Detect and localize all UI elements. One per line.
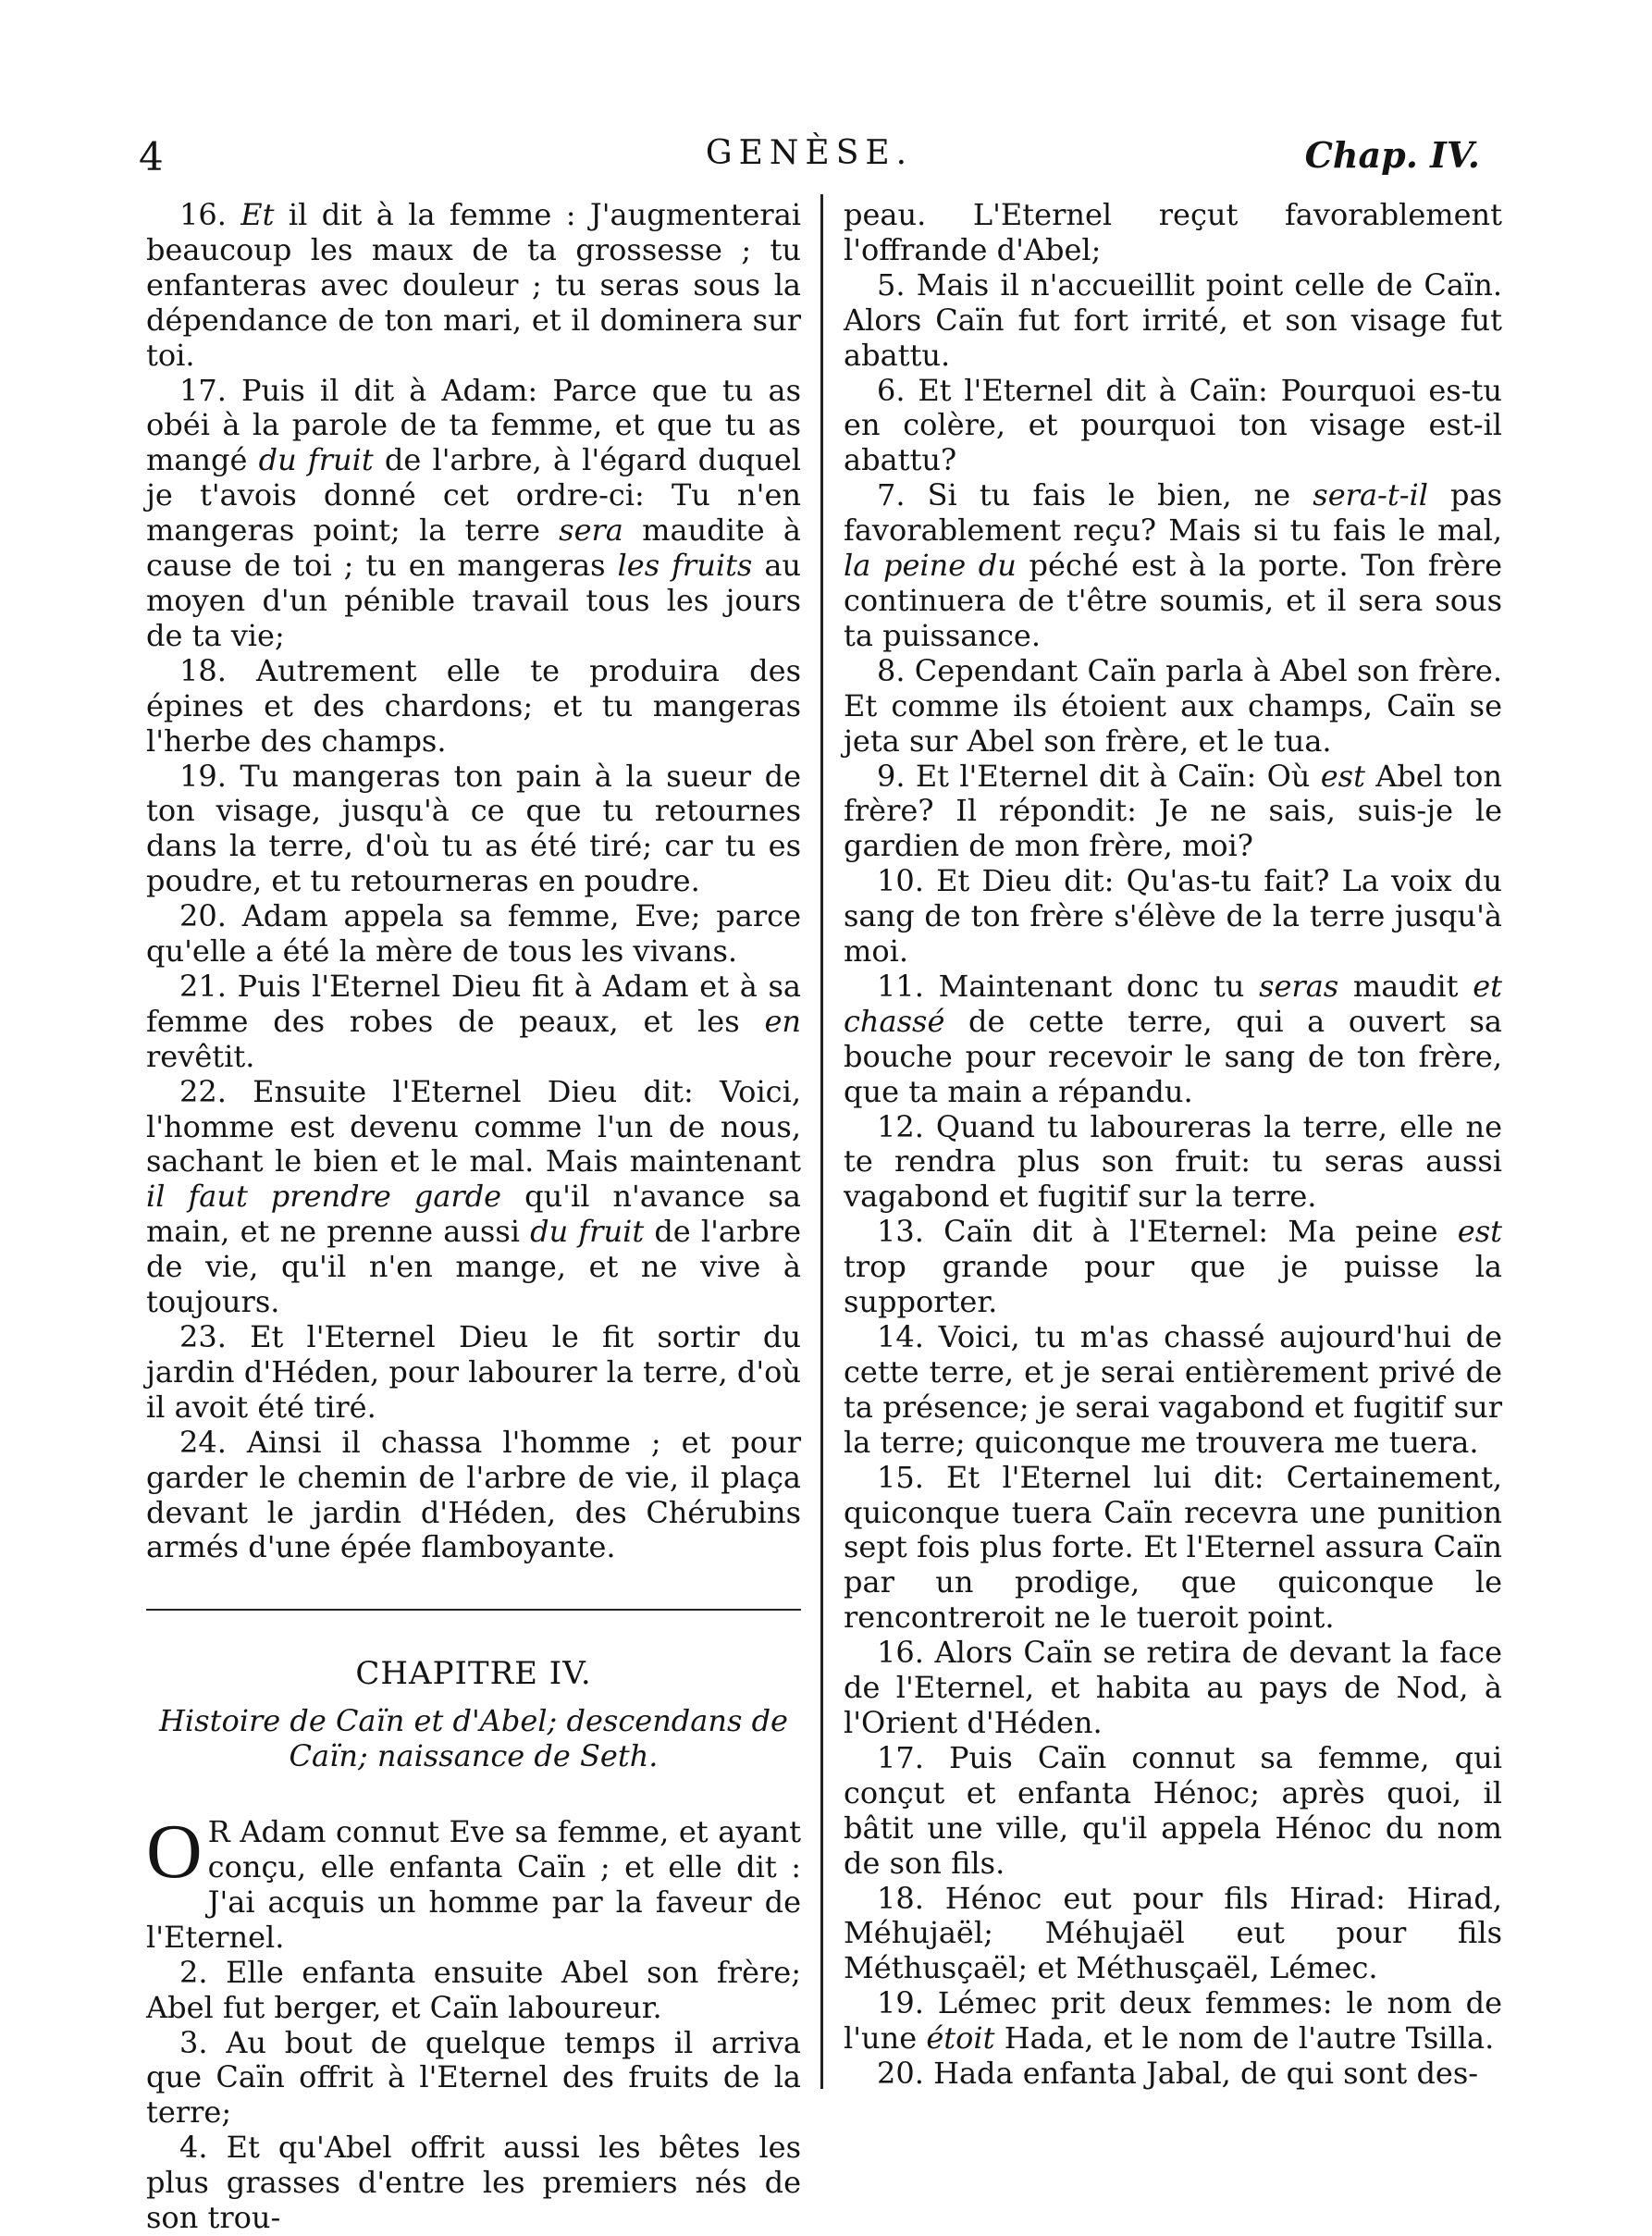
verse-24: 24. Ainsi il chassa l'homme ; et pour garder le chemin de l'arbre de vie, il plaça devant le jardin d'Héden, des Chérubins armés d'une épée flamboyante. [146,1424,801,1565]
chapter-reference: Chap. IV. [1304,134,1480,176]
chapter-summary: Histoire de Caïn et d'Abel; descendans de Caïn; naissance de Seth. [159,1703,788,1774]
verse-21: 21. Puis l'Eternel Dieu fit à Adam et à sa femme des robes de peaux, et les en revêtit. [146,968,801,1074]
verse-12: 12. Quand tu laboureras la terre, elle ne te rendra plus son fruit: tu seras aussi vagabond et fugitif sur la terre. [844,1108,1502,1215]
verse-5: 5. Mais il n'accueillit point celle de Caïn. Alors Caïn fut fort irrité, et son visage fut abattu. [844,266,1502,373]
chapter-separator-rule [146,1609,801,1611]
verse-7: 7. Si tu fais le bien, ne sera-t-il pas favorablement reçu? Mais si tu fais le mal, la peine du péché est à la porte. Ton frère continuera de t'être soumis, et il sera sous ta puissance. [844,477,1503,653]
verse-19: 19. Tu mangeras ton pain à la sueur de ton visage, jusqu'à ce que tu retournes dans la terre, d'où tu as été tiré; car tu es poudre, et tu retourneras en poudre. [146,758,801,899]
verse-4-continued: peau. L'Eternel reçut favorablement l'offrande d'Abel; [844,197,1502,267]
verse-15: 15. Et l'Eternel lui dit: Certainement, quiconque tuera Caïn recevra une punition sept fois plus forte. Et l'Eternel assura Caïn par un prodige, que quiconque le rencontreroit ne le tueroit point. [844,1459,1502,1636]
verse-20: 20. Adam appela sa femme, Eve; parce qu'elle a été la mère de tous les vivans. [146,898,801,970]
verse-16: 16. Et il dit à la femme : J'augmenterai beaucoup les maux de ta grossesse ; tu enfanteras avec douleur ; tu seras sous la dépendance de ton mari, et il dominera sur toi. [146,197,802,373]
verse-20: 20. Hada enfanta Jabal, de qui sont des- [877,2056,1479,2092]
chapter-heading: CHAPITRE IV. [355,1655,592,1693]
verse-17: 17. Puis Caïn connut sa femme, qui conçut et enfanta Hénoc; après quoi, il bâtit une ville, qu'il appela Hénoc du nom de son fils. [844,1739,1502,1881]
column-divider [820,194,823,2089]
verse-14: 14. Voici, tu m'as chassé aujourd'hui de cette terre, et je serai entièrement privé de ta présence; je serai vagabond et fugitif sur la terre; quiconque me trouvera me tuera. [844,1319,1502,1460]
verse-1: O R Adam connut Eve sa femme, et ayant conçu, elle enfanta Caïn ; et elle dit : J'ai acquis un homme par la faveur de l'Eternel. [146,1809,801,1955]
verse-18: 18. Autrement elle te produira des épines et des chardons; et tu mangeras l'herbe des champs. [146,652,801,759]
verse-13: 13. Caïn dit à l'Eternel: Ma peine est trop grande pour que je puisse la supporter. [844,1214,1502,1320]
right-column [844,198,1502,2092]
drop-cap: O [146,1809,203,1896]
book-title: GENÈSE. [705,134,914,172]
verse-18: 18. Hénoc eut pour fils Hirad: Hirad, Méhujaël; Méhujaël eut pour fils Méthusçaël; et Méthusçaël, Lémec. [844,1880,1502,1986]
verse-3: 3. Au bout de quelque temps il arriva que Caïn offrit à l'Eternel des fruits de la terre; [146,2024,801,2131]
verse-4: 4. Et qu'Abel offrit aussi les bêtes les plus grasses d'entre les premiers nés de son trou- [146,2130,801,2236]
verse-19: 19. Lémec prit deux femmes: le nom de l'une étoit Hada, et le nom de l'autre Tsilla. [844,1985,1502,2057]
verse-23: 23. Et l'Eternel Dieu le fit sortir du jardin d'Héden, pour labourer la terre, d'où il avoit été tiré. [146,1319,801,1425]
verse-2: 2. Elle enfanta ensuite Abel son frère; Abel fut berger, et Caïn laboureur. [146,1954,801,2025]
verse-11: 11. Maintenant donc tu seras maudit et chassé de cette terre, qui a ouvert sa bouche pour recevoir le sang de ton frère, que ta main a répandu. [844,968,1503,1109]
verse-8: 8. Cependant Caïn parla à Abel son frère. Et comme ils étoient aux champs, Caïn se jeta sur Abel son frère, et le tua. [844,652,1502,759]
verse-22: 22. Ensuite l'Eternel Dieu dit: Voici, l'homme est devenu comme l'un de nous, sachant le bien et le mal. Mais maintenant il faut prendre garde qu'il n'avance sa main, et ne prenne aussi du fruit de l'arbre de vie, qu'il n'en mange, et ne vive à toujours. [146,1073,802,1320]
verse-17: 17. Puis il dit à Adam: Parce que tu as obéi à la parole de ta femme, et que tu as mangé du fruit de l'arbre, à l'égard duquel je t'avois donné cet ordre-ci: Tu n'en mangeras point; la terre sera maudite à cause de toi ; tu en mangeras les fruits au moyen d'un pénible travail tous les jours de ta vie; [146,372,802,653]
page-number: 4 [139,134,164,179]
verse-9: 9. Et l'Eternel dit à Caïn: Où est Abel ton frère? Il répondit: Je ne sais, suis-je le gardien de mon frère, moi? [844,758,1503,864]
verse-16: 16. Alors Caïn se retira de devant la face de l'Eternel, et habita au pays de Nod, à l'Orient d'Héden. [844,1635,1502,1740]
left-column [146,198,801,2236]
verse-6: 6. Et l'Eternel dit à Caïn: Pourquoi es-tu en colère, et pourquoi ton visage est-il abattu? [844,372,1502,478]
running-head [139,134,1480,180]
verse-10: 10. Et Dieu dit: Qu'as-tu fait? La voix du sang de ton frère s'élève de la terre jusqu'à moi. [844,863,1502,970]
